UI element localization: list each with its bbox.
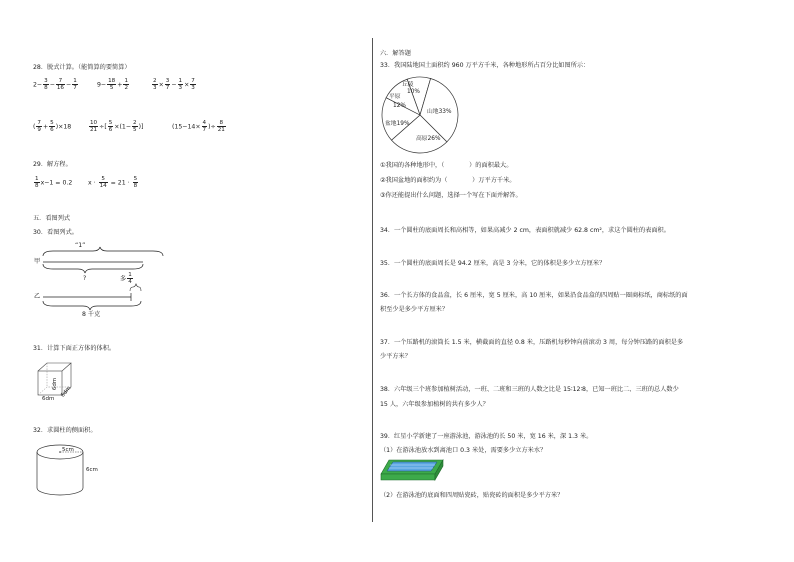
q35-text: 35．一个圆柱的底面周长是 94.2 厘米，高是 3 分米，它的体积是多少立方厘米？ [380,260,606,267]
q38-line-2: 15 人，六年级参加植树的共有多少人？ [380,401,489,408]
pie-label-hills: 丘陵 [402,82,414,88]
q28-title: 28．脱式计算。（能简算的要简算） [33,64,131,71]
q39-sub-1: （1）在游泳池放水到离池口 0.3 米处，需要多少立方米水？ [380,447,547,454]
q39-title: 39．红星小学新建了一座游泳池，游泳池的长 50 米，宽 16 米，深 1.3 米。 [380,433,593,440]
q30-duo-fraction: 多 $\frac{1}{4}$ [120,272,132,285]
q32-title: 32．求圆柱的侧面积。 [33,427,97,434]
q31-dim-width: 6dm [42,396,55,402]
q28-expr-6: (15−14× $\frac{4}{7}$ )÷ $\frac{8}{21}$ [172,120,225,133]
q29-equation-2: x · $\frac{5}{14}$ = 21 · $\frac{5}{8}$ [88,176,138,189]
q30-yi-brace [43,301,141,310]
q32-radius-label: 5cm [62,447,74,453]
q36-line-1: 36．一个长方体的食品盒，长 6 厘米，宽 5 厘米，高 10 厘米，如果沿食品盒的四周贴一圈商标纸，商标纸的面 [380,292,688,299]
q30-top-label: “1” [75,242,86,249]
pie-label-plain: 平原 [389,94,401,100]
q30-question-mark: ? [83,275,87,282]
q30-top-brace [43,247,163,256]
q32-cylinder [36,444,86,496]
pie-label-plain-pct: 12% [393,103,406,109]
q38-line-1: 38．六年级三个班参加植树活动，一班、二班和三班的人数之比是 15∶12∶8，已知一班比二、三班的总人数少 [380,386,679,393]
q36-line-2: 积至少是多少平方厘米？ [380,306,449,313]
pie-label-mountain: 山地33% [427,109,452,115]
q37-line-1: 37．一个压路机的滚筒长 1.5 米，横截面的直径 0.8 米，压路机每秒钟向前滚动 3 周，每分钟压路的面积是多 [380,339,684,346]
section-5-heading: 五．看图列式 [33,215,71,222]
q30-yi-label: 乙 [34,293,41,300]
q33-sub-2: ②我国盆地的面积约为（ ）万平方千米。 [380,177,516,184]
pie-label-basin: 盆地19% [385,121,410,127]
q33-sub-3: ③你还能提出什么问题，选择一个写在下面并解答。 [380,192,522,199]
q29-title: 29．解方程。 [33,161,72,168]
pie-label-plateau: 高原26% [416,136,441,142]
q28-expr-1: 2− $\frac{3}{8}$ − $\frac{7}{16}$ − $\frac{1}{7}$ [33,78,77,91]
q33-title: 33．我国陆地国土面积约 960 万平方千米，各种地形所占百分比如图所示： [380,62,590,69]
q31-dim-height: 6dm [52,377,59,391]
q28-expr-4: ( $\frac{7}{9}$ + $\frac{5}{6}$ )×18 [33,120,72,133]
q32-height-label: 6cm [86,467,98,473]
q34-text: 34．一个圆柱的底面周长和高相等，如果高减少 2 cm，表面积就减少 62.8 cm²，求这个圆柱的表面积。 [380,227,670,234]
q31-dim-depth: 6dm [59,385,73,399]
q29-equation-1: $\frac{1}{8}$ x−1 = 0.2 [35,176,73,189]
q28-expr-2: 9− $\frac{18}{5}$ + $\frac{1}{2}$ [97,78,128,91]
q39-sub-2: （2）在游泳池的底面和四周贴瓷砖，贴瓷砖的面积是多少平方米？ [380,492,564,499]
column-divider [372,38,373,522]
q37-line-2: 少平方米？ [380,353,411,360]
q30-bottom-label: 8 千克 [82,311,101,318]
q28-expr-5: $\frac{10}{21}$ ÷[ $\frac{5}{6}$ ×(1− $\frac{2}{5}$ )] [90,120,144,133]
q28-expr-3: $\frac{2}{3}$ × $\frac{3}{7}$ − $\frac{1}{3}$ × $\frac{7}{3}$ [153,78,195,91]
q31-title: 31．计算下面正方体的体积。 [33,345,116,352]
q30-title: 30．看图列式。 [33,229,78,236]
section-6-heading: 六．解答题 [380,50,411,57]
q30-duo-brace [130,284,141,291]
q33-sub-1: ①我国的各种地形中，（ ）的面积最大。 [380,162,513,169]
q30-jia-label: 甲 [34,258,41,265]
q39-pool-illustration [380,459,444,483]
pie-label-hills-pct: 10% [407,89,420,95]
